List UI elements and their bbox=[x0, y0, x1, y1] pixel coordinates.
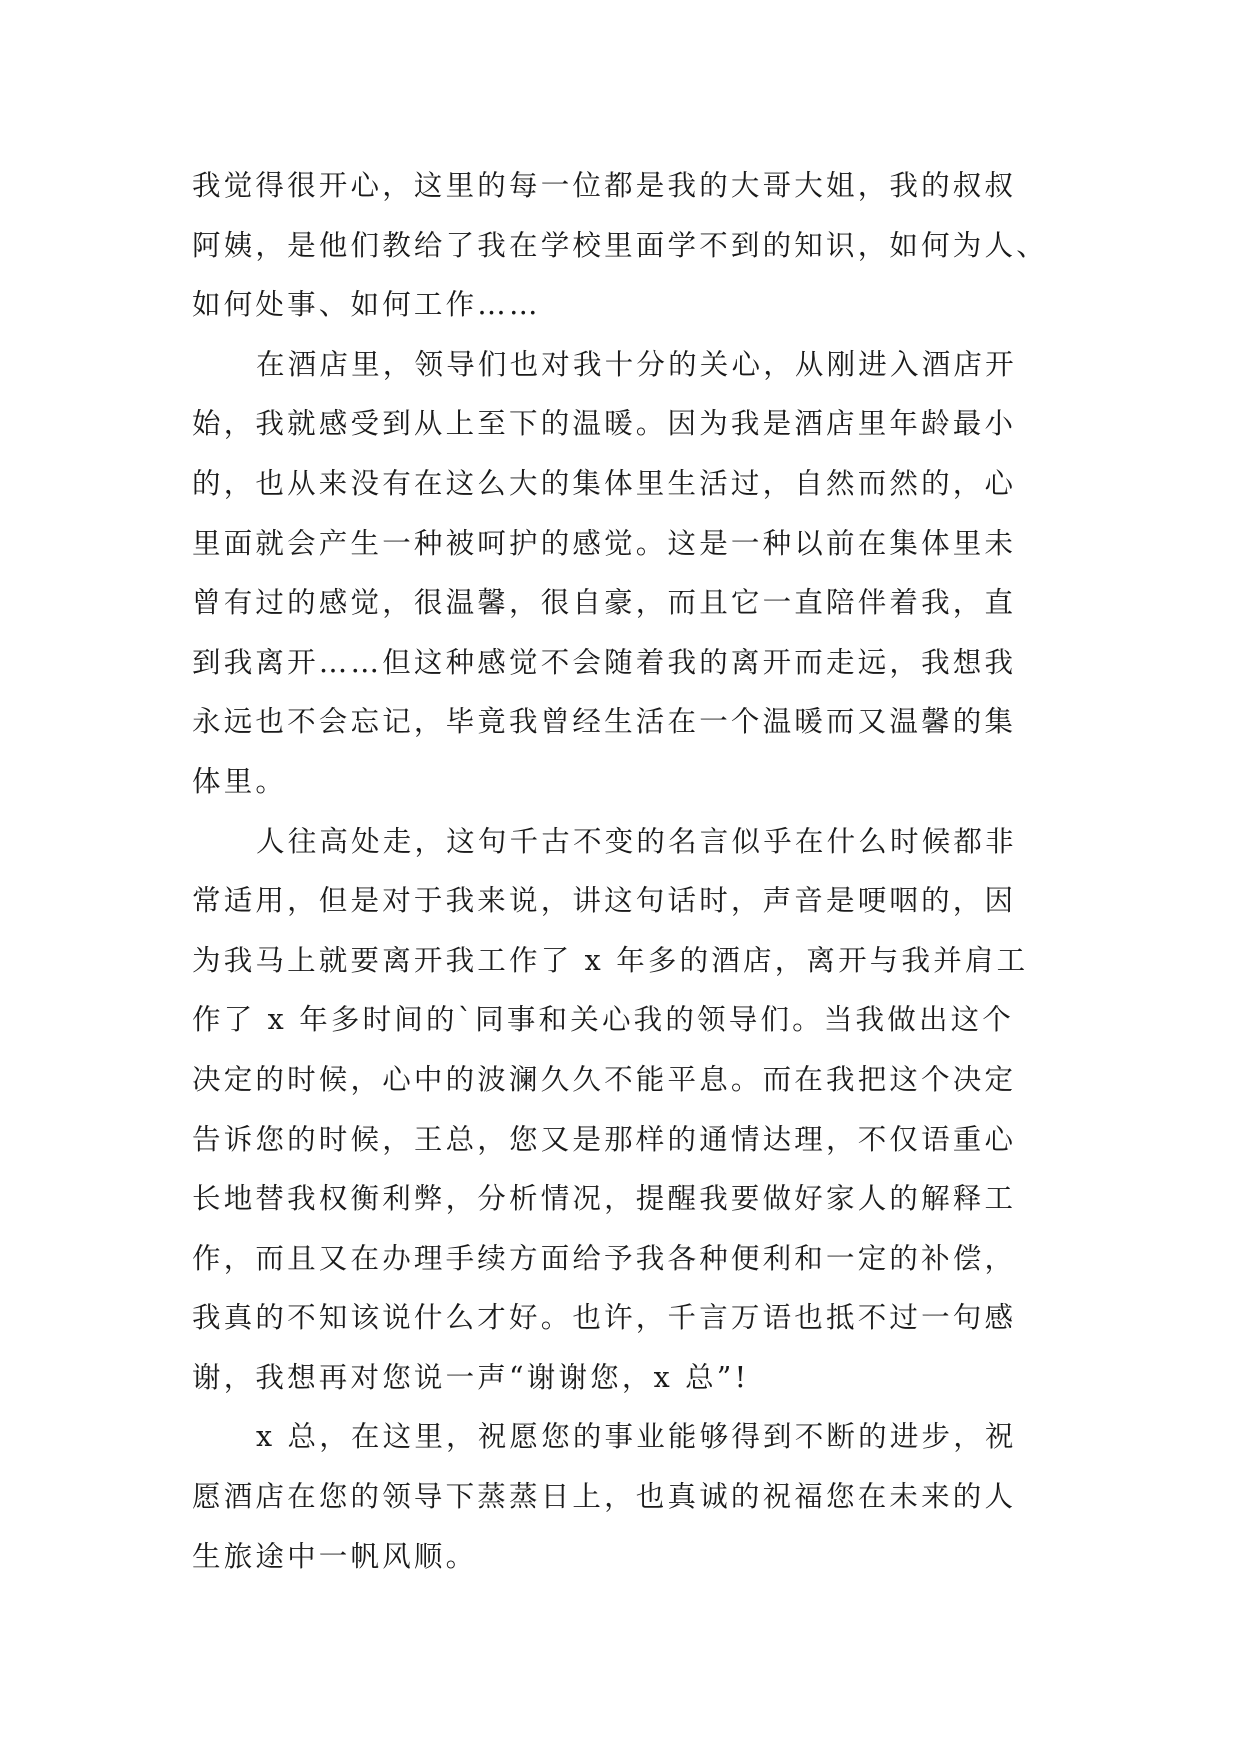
text-line: 的，也从来没有在这么大的集体里生活过，自然而然的，心 bbox=[192, 466, 1017, 500]
document-body bbox=[192, 156, 1058, 1586]
text-line: 作，而且又在办理手续方面给予我各种便利和一定的补偿， bbox=[192, 1241, 1017, 1275]
text-line: 谢，我想再对您说一声“谢谢您，x 总”! bbox=[192, 1360, 750, 1394]
text-line: 决定的时候，心中的波澜久久不能平息。而在我把这个决定 bbox=[192, 1062, 1017, 1096]
text-line: 始，我就感受到从上至下的温暖。因为我是酒店里年龄最小 bbox=[192, 407, 1017, 441]
text-line: 我觉得很开心，这里的每一位都是我的大哥大姐，我的叔叔 bbox=[192, 169, 1017, 202]
paragraph-3 bbox=[192, 812, 1058, 1408]
paragraph-1 bbox=[192, 156, 1058, 335]
text-line: 阿姨，是他们教给了我在学校里面学不到的知识，如何为人、 bbox=[192, 228, 1048, 262]
text-line: 永远也不会忘记，毕竟我曾经生活在一个温暖而又温馨的集 bbox=[192, 705, 1017, 739]
paragraph-4 bbox=[192, 1407, 1058, 1586]
text-line: 体里。 bbox=[192, 764, 288, 798]
text-line: x 总，在这里，祝愿您的事业能够得到不断的进步，祝 bbox=[256, 1420, 1017, 1454]
text-line: 为我马上就要离开我工作了 x 年多的酒店，离开与我并肩工 bbox=[192, 943, 1029, 977]
text-line: 常适用，但是对于我来说，讲这句话时，声音是哽咽的，因 bbox=[192, 884, 1017, 918]
text-line: 我真的不知该说什么才好。也许，千言万语也抵不过一句感 bbox=[192, 1301, 1017, 1335]
text-line: 人往高处走，这句千古不变的名言似乎在什么时候都非 bbox=[256, 824, 1017, 858]
text-line: 愿酒店在您的领导下蒸蒸日上，也真诚的祝福您在未来的人 bbox=[192, 1480, 1017, 1514]
text-line: 生旅途中一帆风顺。 bbox=[192, 1539, 478, 1573]
text-line: 里面就会产生一种被呵护的感觉。这是一种以前在集体里未 bbox=[192, 526, 1017, 560]
paragraph-2 bbox=[192, 335, 1058, 812]
text-line: 长地替我权衡利弊，分析情况，提醒我要做好家人的解释工 bbox=[192, 1182, 1017, 1216]
text-line: 到我离开……但这种感觉不会随着我的离开而走远，我想我 bbox=[192, 645, 1017, 679]
text-line: 曾有过的感觉，很温馨，很自豪，而且它一直陪伴着我，直 bbox=[192, 586, 1017, 620]
text-line: 作了 x 年多时间的`同事和关心我的领导们。当我做出这个 bbox=[192, 1003, 1015, 1037]
text-line: 告诉您的时候，王总，您又是那样的通情达理，不仅语重心 bbox=[192, 1122, 1017, 1156]
text-line: 在酒店里，领导们也对我十分的关心，从刚进入酒店开 bbox=[256, 347, 1017, 381]
text-line: 如何处事、如何工作…… bbox=[192, 288, 541, 322]
